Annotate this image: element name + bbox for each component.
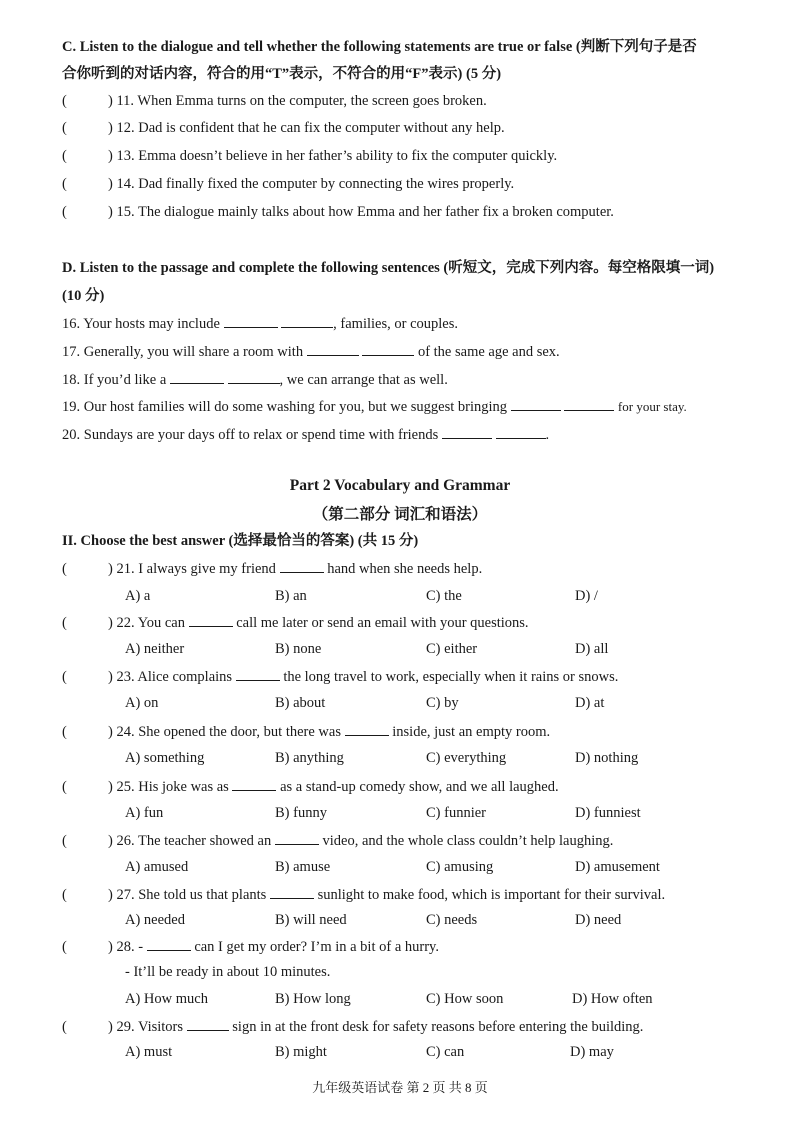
section-c-score: ) (5 分) <box>457 66 502 82</box>
option-a[interactable]: A) on <box>125 695 159 711</box>
option-b[interactable]: B) none <box>275 641 322 657</box>
option-d[interactable]: D) / <box>575 588 598 604</box>
answer-blank <box>280 558 324 573</box>
fill-item-20 <box>62 424 549 445</box>
option-c[interactable]: C) How soon <box>426 991 504 1007</box>
section-c-title-cn: 判断下列句子是否 <box>580 39 697 55</box>
option-a[interactable]: A) needed <box>125 912 185 928</box>
question-number: ) 27. <box>108 887 135 903</box>
option-c[interactable]: C) the <box>426 588 462 604</box>
answer-paren[interactable]: ( <box>62 669 67 685</box>
part2-subtitle: （第二部分 词汇和语法） <box>312 506 488 523</box>
option-a[interactable]: A) a <box>125 588 151 604</box>
option-a[interactable]: A) amused <box>125 859 189 875</box>
option-a[interactable]: A) How much <box>125 991 208 1007</box>
question-stem-end: inside, just an empty room. <box>392 724 551 740</box>
answer-blank <box>236 666 280 681</box>
question-stem-end: can I get my order? I’m in a bit of a hurry. <box>194 939 439 955</box>
option-c[interactable]: C) funnier <box>426 805 486 821</box>
option-d[interactable]: D) need <box>575 912 622 928</box>
mc-question-25 <box>62 776 559 797</box>
fill-item-18 <box>62 369 448 390</box>
option-c[interactable]: C) can <box>426 1044 465 1060</box>
question-number: ) 23. <box>108 669 135 685</box>
option-b[interactable]: B) amuse <box>275 859 331 875</box>
tf-item-13 <box>62 146 557 166</box>
answer-paren[interactable]: ( <box>62 148 67 164</box>
answer-blank[interactable] <box>281 313 333 328</box>
question-stem-start: The teacher showed an <box>137 833 272 849</box>
option-b[interactable]: B) an <box>275 588 307 604</box>
question-number: ) 26. <box>108 833 135 849</box>
answer-blank[interactable] <box>307 341 359 356</box>
mc-question-21 <box>62 558 482 579</box>
answer-paren[interactable]: ( <box>62 176 67 192</box>
question-number: ) 22. <box>108 615 135 631</box>
answer-paren[interactable]: ( <box>62 1019 67 1035</box>
answer-paren[interactable]: ( <box>62 887 67 903</box>
mc-question-23 <box>62 666 618 687</box>
section-d-title <box>62 258 714 278</box>
tf-item-11 <box>62 91 487 111</box>
question-stem-end: sign in at the front desk for safety reasons before entering the building. <box>232 1019 644 1035</box>
option-b[interactable]: B) might <box>275 1044 327 1060</box>
item-number: ) 13. <box>108 148 135 164</box>
answer-blank <box>345 721 389 736</box>
question-stem-start: She opened the door, but there was <box>138 724 341 740</box>
section-d-score-text: (10 分) <box>62 288 105 304</box>
statement-text: Emma doesn’t believe in her father’s ability to fix the computer quickly. <box>138 148 558 164</box>
mc-question-27 <box>62 884 665 905</box>
question-stem-end: as a stand-up comedy show, and we all laughed. <box>280 779 559 795</box>
answer-blank[interactable] <box>362 341 414 356</box>
sentence-end: . <box>545 427 550 443</box>
question-number: ) 29. <box>108 1019 135 1035</box>
mc-question-24 <box>62 721 550 742</box>
sentence-start: 16. Your hosts may include <box>62 316 220 332</box>
statement-text: The dialogue mainly talks about how Emma and her father fix a broken computer. <box>137 204 614 220</box>
option-c[interactable]: C) either <box>426 641 478 657</box>
sentence-start: 18. If you’d like a <box>62 372 167 388</box>
section-c-title-en: C. Listen to the dialogue and tell whether the following statements are true or false ( <box>62 39 581 55</box>
answer-blank[interactable] <box>228 369 280 384</box>
sentence-end: for your stay. <box>617 399 687 414</box>
section-c-title-line2 <box>62 64 501 84</box>
answer-paren[interactable]: ( <box>62 615 67 631</box>
section-ii-title <box>62 531 418 551</box>
question-stem-end: video, and the whole class couldn’t help laughing. <box>322 833 614 849</box>
question-stem-start: I always give my friend <box>138 561 276 577</box>
question-stem-start: You can <box>137 615 185 631</box>
answer-blank[interactable] <box>496 424 546 439</box>
option-d[interactable]: D) all <box>575 641 609 657</box>
tf-item-12 <box>62 118 505 138</box>
statement-text: When Emma turns on the computer, the screen goes broken. <box>137 93 487 109</box>
item-number: ) 11. <box>108 93 135 109</box>
tf-item-14 <box>62 174 514 194</box>
mc-question-26 <box>62 830 613 851</box>
question-stem-end: hand when she needs help. <box>327 561 483 577</box>
section-d-score <box>62 286 104 306</box>
mc-question-22 <box>62 612 529 633</box>
answer-paren[interactable]: ( <box>62 939 67 955</box>
option-b[interactable]: B) about <box>275 695 326 711</box>
sentence-start: 19. Our host families will do some washing for you, but we suggest bringing <box>62 399 508 415</box>
option-a[interactable]: A) neither <box>125 641 185 657</box>
sentence-start: 17. Generally, you will share a room with <box>62 344 304 360</box>
item-number: ) 15. <box>108 204 135 220</box>
answer-blank[interactable] <box>511 396 561 411</box>
option-b[interactable]: B) will need <box>275 912 347 928</box>
item-number: ) 14. <box>108 176 135 192</box>
question-stem-start: Visitors <box>137 1019 184 1035</box>
question-number: ) 24. <box>108 724 135 740</box>
page-footer: 九年级英语试卷 第 2 页 共 8 页 <box>312 1080 488 1095</box>
answer-blank <box>232 776 276 791</box>
dialogue-reply: - It’ll be ready in about 10 minutes. <box>125 964 331 980</box>
question-number: ) 28. <box>108 939 135 955</box>
question-stem-end: call me later or send an email with your questions. <box>236 615 529 631</box>
tf-item-15 <box>62 202 614 222</box>
option-d[interactable]: D) at <box>575 695 605 711</box>
option-c[interactable]: C) by <box>426 695 459 711</box>
part2-title: Part 2 Vocabulary and Grammar <box>289 477 511 494</box>
mc-question-29 <box>62 1016 643 1037</box>
option-d[interactable]: D) How often <box>572 991 653 1007</box>
option-b[interactable]: B) How long <box>275 991 351 1007</box>
sentence-end: , we can arrange that as well. <box>279 372 448 388</box>
answer-blank[interactable] <box>224 313 278 328</box>
question-number: ) 25. <box>108 779 135 795</box>
section-d-title-text: D. Listen to the passage and complete the following sentences (听短文，完成下列内容。每空格限填一词) <box>62 260 715 276</box>
option-d[interactable]: D) funniest <box>575 805 641 821</box>
question-stem-end: the long travel to work, especially when it rains or snows. <box>283 669 619 685</box>
answer-blank <box>187 1016 229 1031</box>
sentence-end: of the same age and sex. <box>417 344 560 360</box>
question-number: ) 21. <box>108 561 135 577</box>
question-stem-end: sunlight to make food, which is important for their survival. <box>317 887 666 903</box>
option-b[interactable]: B) funny <box>275 805 327 821</box>
answer-paren[interactable]: ( <box>62 561 67 577</box>
answer-blank <box>189 612 233 627</box>
section-c-title <box>62 37 697 57</box>
option-c[interactable]: C) everything <box>426 750 507 766</box>
fill-item-19 <box>62 396 687 417</box>
statement-text: Dad is confident that he can fix the computer without any help. <box>138 120 505 136</box>
question-stem-start: She told us that plants <box>138 887 267 903</box>
question-stem-start: - <box>138 939 144 955</box>
fill-item-17 <box>62 341 560 362</box>
answer-paren[interactable]: ( <box>62 724 67 740</box>
option-c[interactable]: C) needs <box>426 912 478 928</box>
answer-blank[interactable] <box>170 369 224 384</box>
mc-question-28 <box>62 936 439 957</box>
answer-paren[interactable]: ( <box>62 204 67 220</box>
option-d[interactable]: D) amusement <box>575 859 660 875</box>
statement-text: Dad finally fixed the computer by connecting the wires properly. <box>138 176 515 192</box>
answer-blank <box>147 936 191 951</box>
question-stem-start: Alice complains <box>137 669 233 685</box>
option-b[interactable]: B) anything <box>275 750 344 766</box>
sentence-start: 20. Sundays are your days off to relax or spend time with friends <box>62 427 439 443</box>
answer-blank <box>275 830 319 845</box>
section-c-title-cn2: 合你听到的对话内容，符合的用“T”表示，不符合的用“F”表示 <box>62 66 458 82</box>
option-c[interactable]: C) amusing <box>426 859 494 875</box>
item-number: ) 12. <box>108 120 135 136</box>
answer-paren[interactable]: ( <box>62 120 67 136</box>
answer-paren[interactable]: ( <box>62 779 67 795</box>
option-d[interactable]: D) nothing <box>575 750 639 766</box>
option-a[interactable]: A) must <box>125 1044 173 1060</box>
sentence-end: , families, or couples. <box>333 316 458 332</box>
answer-paren[interactable]: ( <box>62 93 67 109</box>
option-d[interactable]: D) may <box>570 1044 614 1060</box>
option-a[interactable]: A) fun <box>125 805 164 821</box>
answer-blank <box>270 884 314 899</box>
answer-paren[interactable]: ( <box>62 833 67 849</box>
question-stem-start: His joke was as <box>138 779 229 795</box>
answer-blank[interactable] <box>564 396 614 411</box>
option-a[interactable]: A) something <box>125 750 205 766</box>
section-ii-title-text: II. Choose the best answer (选择最恰当的答案) (共 15 分) <box>62 533 419 549</box>
answer-blank[interactable] <box>442 424 492 439</box>
fill-item-16 <box>62 313 458 334</box>
